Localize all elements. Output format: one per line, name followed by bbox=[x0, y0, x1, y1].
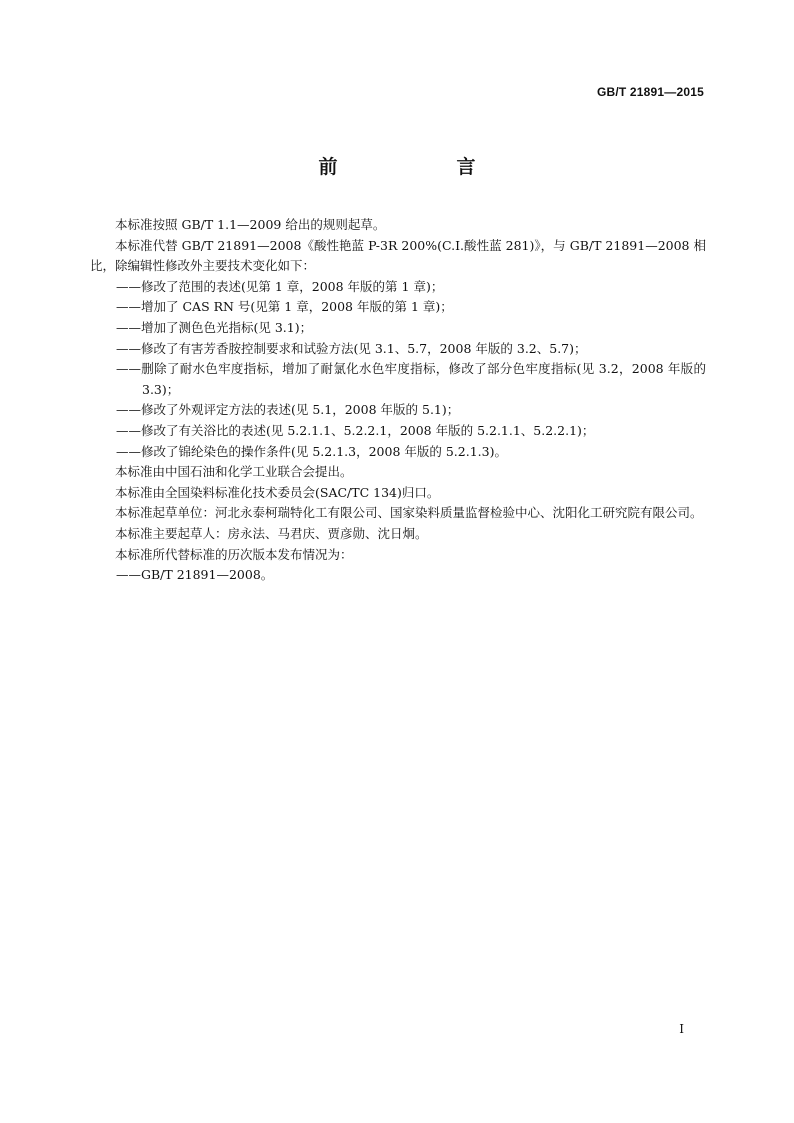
change-item: ——修改了有害芳香胺控制要求和试验方法(见 3.1、5.7，2008 年版的 3.2、5.7)； bbox=[116, 340, 587, 356]
changes-list bbox=[90, 277, 706, 462]
change-item: ——删除了耐水色牢度指标，增加了耐氯化水色牢度指标，修改了部分色牢度指标(见 3.2，2008 年版的 3.3)； bbox=[116, 361, 706, 397]
foreword-body bbox=[90, 215, 706, 586]
paragraph-history: 本标准所代替标准的历次版本发布情况为： bbox=[115, 546, 353, 562]
change-item: ——修改了外观评定方法的表述(见 5.1，2008 年版的 5.1)； bbox=[116, 402, 460, 418]
change-item: ——修改了锦纶染色的操作条件(见 5.2.1.3，2008 年版的 5.2.1.3)。 bbox=[116, 443, 507, 459]
paragraph-proposer: 本标准由中国石油和化学工业联合会提出。 bbox=[115, 464, 353, 480]
history-item: ——GB/T 21891—2008。 bbox=[116, 567, 274, 583]
change-item: ——增加了测色色光指标(见 3.1)； bbox=[116, 319, 313, 335]
history-list bbox=[90, 565, 706, 586]
paragraph-drafting-units: 本标准起草单位：河北永泰柯瑞特化工有限公司、国家染料质量监督检验中心、沈阳化工研究院有限公司。 bbox=[115, 505, 703, 521]
paragraph-drafters: 本标准主要起草人：房永法、马君庆、贾彦勋、沈日炯。 bbox=[115, 525, 428, 541]
page-title: 前 言 bbox=[318, 156, 526, 178]
change-item: ——修改了有关浴比的表述(见 5.2.1.1、5.2.2.1，2008 年版的 5.2.1.1、5.2.2.1)； bbox=[116, 422, 595, 438]
change-item: ——增加了 CAS RN 号(见第 1 章，2008 年版的第 1 章)； bbox=[116, 299, 453, 315]
page-number: I bbox=[679, 1022, 684, 1036]
paragraph-replacement: 本标准代替 GB/T 21891—2008《酸性艳蓝 P-3R 200%(C.I.酸性蓝 281)》，与 GB/T 21891—2008 相比，除编辑性修改外主要技术变化如下： bbox=[90, 237, 706, 274]
standard-code: GB/T 21891—2015 bbox=[596, 85, 704, 99]
change-item: ——修改了范围的表述(见第 1 章，2008 年版的第 1 章)； bbox=[116, 278, 444, 294]
paragraph-committee: 本标准由全国染料标准化技术委员会(SAC/TC 134)归口。 bbox=[115, 484, 440, 500]
paragraph-drafting-rules: 本标准按照 GB/T 1.1—2009 给出的规则起草。 bbox=[115, 217, 386, 232]
